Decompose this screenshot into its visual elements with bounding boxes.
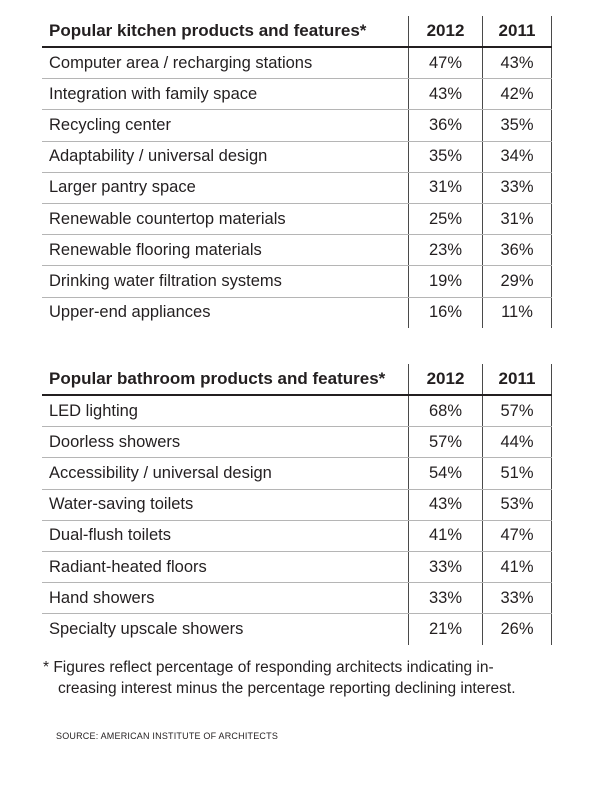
row-label: Adaptability / universal design: [49, 147, 268, 166]
row-label: LED lighting: [49, 401, 138, 420]
bathroom-features-table: [42, 364, 552, 645]
footnote-line-2: creasing interest minus the percentage reporting declining interest.: [58, 680, 516, 697]
row-label: Computer area / recharging stations: [49, 53, 313, 72]
row-label: Hand showers: [49, 588, 155, 607]
table-title: Popular bathroom products and features*: [49, 369, 386, 388]
value-2011: 51%: [482, 458, 552, 488]
value-2011: 57%: [482, 396, 552, 426]
source-credit: SOURCE: AMERICAN INSTITUTE OF ARCHITECTS: [56, 731, 279, 741]
value-2011: 31%: [482, 204, 552, 234]
value-2011: 33%: [482, 583, 552, 613]
column-header-2011: 2011: [482, 16, 552, 46]
value-2012: 31%: [408, 173, 482, 203]
value-2011: 36%: [482, 235, 552, 265]
value-2012: 43%: [408, 79, 482, 109]
row-label: Specialty upscale showers: [49, 619, 244, 638]
table-row: [42, 48, 552, 79]
row-label: Dual-flush toilets: [49, 526, 171, 545]
value-2011: 41%: [482, 552, 552, 582]
table-row: [42, 298, 552, 328]
table-row: [42, 79, 552, 110]
value-2012: 54%: [408, 458, 482, 488]
row-label: Renewable flooring materials: [49, 240, 262, 259]
table-row: [42, 110, 552, 141]
table-title: Popular kitchen products and features*: [49, 21, 367, 40]
row-label: Renewable countertop materials: [49, 209, 286, 228]
value-2011: 47%: [482, 521, 552, 551]
value-2012: 33%: [408, 552, 482, 582]
row-label: Doorless showers: [49, 432, 181, 451]
value-2011: 53%: [482, 490, 552, 520]
table-row: [42, 204, 552, 235]
kitchen-features-table: [42, 16, 552, 328]
value-2012: 41%: [408, 521, 482, 551]
table-row: [42, 427, 552, 458]
value-2012: 68%: [408, 396, 482, 426]
column-header-2011: 2011: [482, 364, 552, 394]
row-label: Water-saving toilets: [49, 495, 194, 514]
table-row: [42, 266, 552, 297]
value-2012: 25%: [408, 204, 482, 234]
value-2012: 36%: [408, 110, 482, 140]
table-row: [42, 235, 552, 266]
value-2012: 21%: [408, 614, 482, 644]
table-row: [42, 173, 552, 204]
table-row: [42, 142, 552, 173]
value-2011: 33%: [482, 173, 552, 203]
row-label: Upper-end appliances: [49, 303, 211, 322]
value-2012: 16%: [408, 298, 482, 328]
table-row: [42, 458, 552, 489]
value-2012: 43%: [408, 490, 482, 520]
table-header-row: [42, 364, 552, 396]
table-row: [42, 490, 552, 521]
table-row: [42, 583, 552, 614]
value-2011: 34%: [482, 142, 552, 172]
table-row: [42, 396, 552, 427]
value-2012: 23%: [408, 235, 482, 265]
value-2012: 33%: [408, 583, 482, 613]
value-2012: 19%: [408, 266, 482, 296]
row-label: Integration with family space: [49, 84, 258, 103]
column-header-2012: 2012: [408, 16, 482, 46]
value-2012: 35%: [408, 142, 482, 172]
row-label: Recycling center: [49, 115, 171, 134]
row-label: Drinking water filtration systems: [49, 271, 282, 290]
table-row: [42, 552, 552, 583]
value-2011: 26%: [482, 614, 552, 644]
value-2011: 29%: [482, 266, 552, 296]
row-label: Radiant-heated floors: [49, 557, 207, 576]
value-2012: 47%: [408, 48, 482, 78]
value-2011: 42%: [482, 79, 552, 109]
table-header-row: [42, 16, 552, 48]
value-2011: 44%: [482, 427, 552, 457]
row-label: Accessibility / universal design: [49, 463, 272, 482]
table-row: [42, 521, 552, 552]
table-row: [42, 614, 552, 644]
value-2011: 35%: [482, 110, 552, 140]
row-label: Larger pantry space: [49, 178, 196, 197]
footnote-line-1: * Figures reflect percentage of responding architects indicating in-: [43, 659, 494, 676]
value-2012: 57%: [408, 427, 482, 457]
value-2011: 43%: [482, 48, 552, 78]
footnote: [43, 657, 563, 699]
value-2011: 11%: [482, 298, 552, 328]
column-header-2012: 2012: [408, 364, 482, 394]
